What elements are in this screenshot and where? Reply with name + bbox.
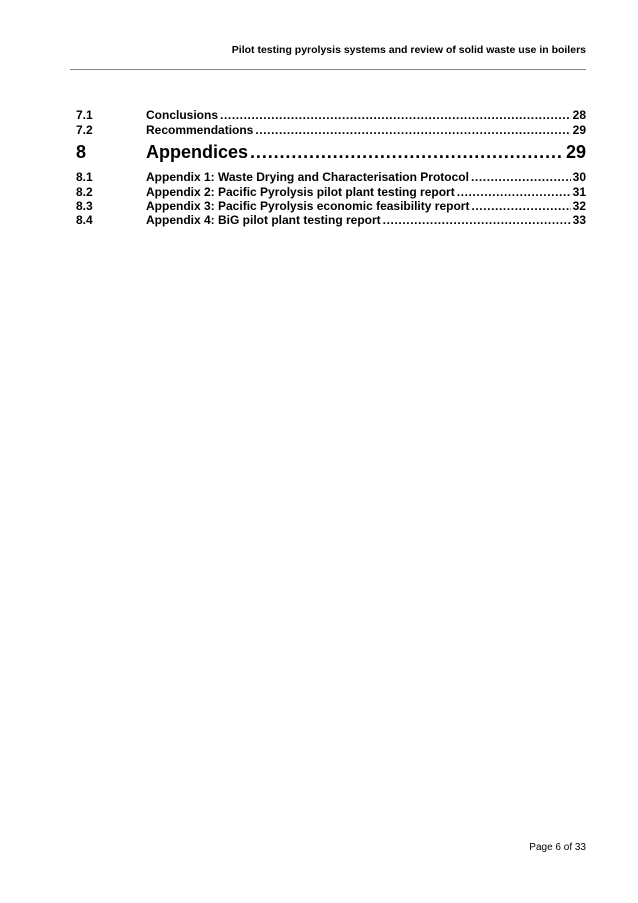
- toc-leader: [383, 213, 571, 227]
- toc-number: 8.3: [76, 199, 93, 213]
- toc-entry-7-2[interactable]: [76, 123, 586, 137]
- toc-title: Appendix 4: BiG pilot plant testing report: [146, 213, 381, 227]
- toc-page-number: 29: [565, 142, 586, 162]
- toc-number: 8: [76, 142, 87, 162]
- toc-page-number: 28: [572, 108, 586, 122]
- toc-page-number: 29: [572, 123, 586, 137]
- toc-title: Conclusions: [146, 108, 219, 122]
- toc-leader: [255, 123, 570, 137]
- toc-leader: [471, 170, 571, 184]
- toc-entry-7-1[interactable]: [76, 108, 586, 122]
- toc-title: Recommendations: [146, 123, 254, 137]
- page-footer: Page 6 of 33: [529, 842, 586, 853]
- toc-title: Appendices: [146, 142, 249, 162]
- toc-entry-8[interactable]: [76, 142, 586, 163]
- toc-title: Appendix 2: Pacific Pyrolysis pilot plant testing report: [146, 185, 455, 199]
- toc-title: Appendix 1: Waste Drying and Characterisation Protocol: [146, 170, 469, 184]
- toc-leader: [220, 108, 571, 122]
- toc-number: 8.2: [76, 185, 93, 199]
- toc-entry-8-1[interactable]: [76, 170, 586, 184]
- toc-leader: [250, 142, 564, 163]
- header-divider: [70, 69, 586, 70]
- toc-title: Appendix 3: Pacific Pyrolysis economic feasibility report: [146, 199, 470, 213]
- toc-entry-8-3[interactable]: [76, 199, 586, 213]
- toc-number: 7.1: [76, 108, 93, 122]
- toc-entry-8-2[interactable]: [76, 185, 586, 199]
- toc-number: 8.1: [76, 170, 93, 184]
- running-header: Pilot testing pyrolysis systems and review of solid waste use in boilers: [231, 44, 586, 56]
- toc-leader: [471, 199, 570, 213]
- toc-entry-8-4[interactable]: [76, 213, 586, 227]
- toc-page-number: 31: [572, 185, 586, 199]
- toc-leader: [457, 185, 571, 199]
- toc-number: 8.4: [76, 213, 93, 227]
- toc-page-number: 33: [572, 213, 586, 227]
- toc-number: 7.2: [76, 123, 93, 137]
- toc-page-number: 32: [572, 199, 586, 213]
- toc-page-number: 30: [572, 170, 586, 184]
